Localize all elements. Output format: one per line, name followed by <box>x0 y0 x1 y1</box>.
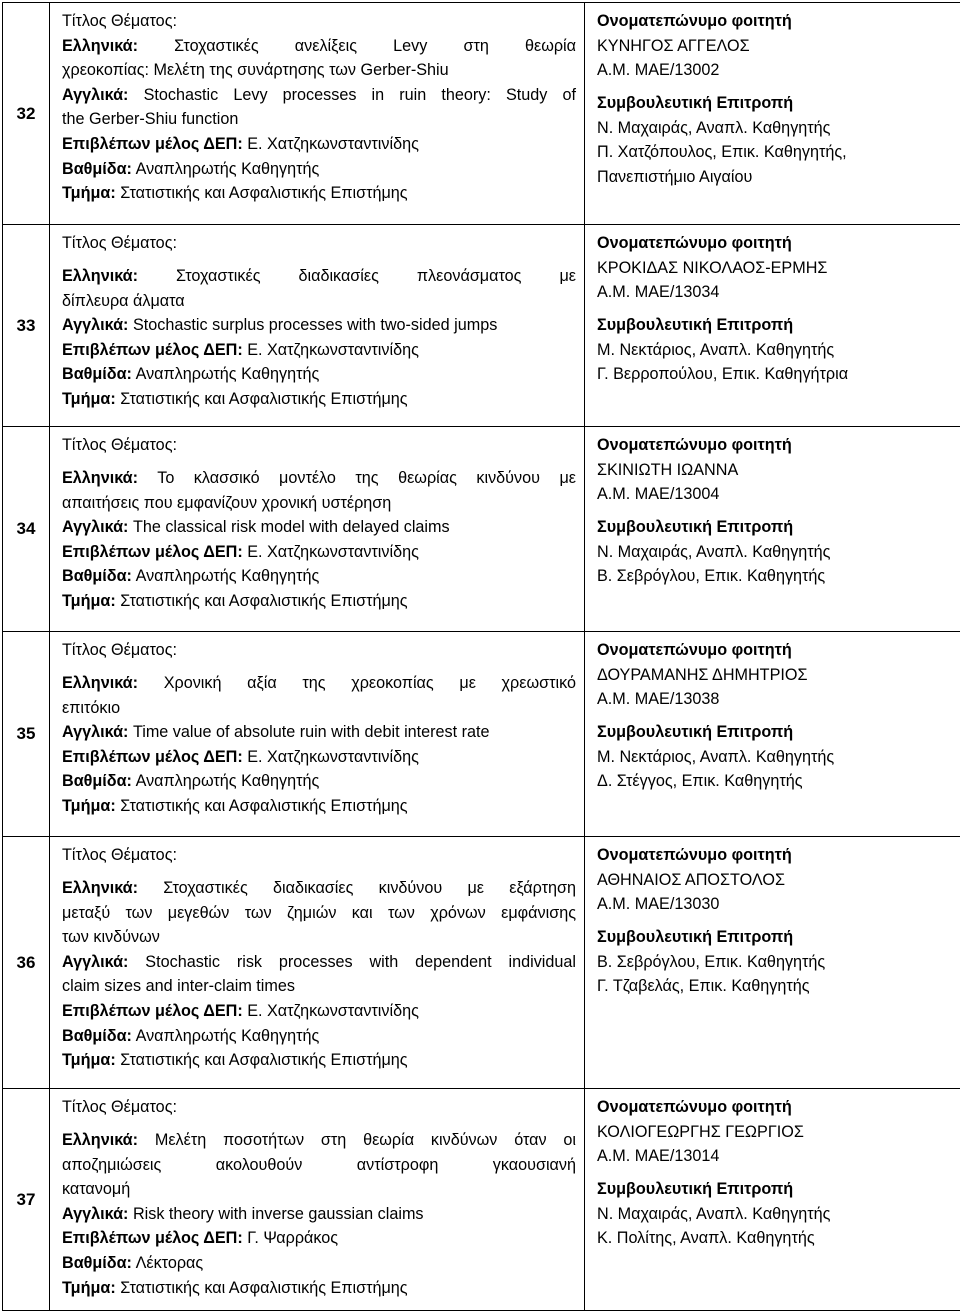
committee-label: Συμβουλευτική Επιτροπή <box>597 313 960 338</box>
department-value: Στατιστικής και Ασφαλιστικής Επιστήμης <box>120 1051 407 1069</box>
rank-value: Αναπληρωτής Καθηγητής <box>136 1027 320 1045</box>
english-title-line-1: Αγγλικά: Stochastic surplus processes with two-sided jumps <box>62 313 576 338</box>
committee-member: Πανεπιστήμιο Αιγαίου <box>597 165 960 190</box>
committee-label: Συμβουλευτική Επιτροπή <box>597 925 960 950</box>
english-label: Αγγλικά: <box>62 86 128 104</box>
english-title-line-2: claim sizes and inter-claim times <box>62 974 576 999</box>
student-name-label: Ονοματεπώνυμο φοιτητή <box>597 231 960 256</box>
greek-title-line-2: απαιτήσεις που εμφανίζουν χρονική υστέρηση <box>62 491 576 516</box>
row-number: 33 <box>3 225 50 427</box>
supervisor-line <box>62 132 576 157</box>
committee-label: Συμβουλευτική Επιτροπή <box>597 720 960 745</box>
english-title-line-1: Αγγλικά: Stochastic Levy processes in ruin theory: Study of <box>62 83 576 108</box>
greek-title-line-2: μεταξύ των μεγεθών των ζημιών και των χρόνων εμφάνισης <box>62 901 576 926</box>
rank-label: Βαθμίδα: <box>62 1027 132 1045</box>
committee-member: Ν. Μαχαιράς, Αναπλ. Καθηγητής <box>597 540 960 565</box>
supervisor-line <box>62 745 576 770</box>
english-label: Αγγλικά: <box>62 953 128 971</box>
department-label: Τμήμα: <box>62 797 116 815</box>
student-am: Α.Μ. ΜΑΕ/13038 <box>597 687 960 712</box>
topic-title-label: Τίτλος Θέματος: <box>62 9 576 34</box>
greek-title-line-1: Ελληνικά: Μελέτη ποσοτήτων στη θεωρία κινδύνων όταν οι <box>62 1128 576 1153</box>
english-title-line-1: Αγγλικά: Time value of absolute ruin with debit interest rate <box>62 720 576 745</box>
greek-label: Ελληνικά: <box>62 469 138 487</box>
thesis-row <box>3 1089 960 1311</box>
thesis-row <box>3 3 960 225</box>
student-name-label: Ονοματεπώνυμο φοιτητή <box>597 433 960 458</box>
thesis-row <box>3 632 960 837</box>
committee-member: Δ. Στέγγος, Επικ. Καθηγητής <box>597 769 960 794</box>
committee-member: Γ. Τζαβελάς, Επικ. Καθηγητής <box>597 974 960 999</box>
topic-title-label: Τίτλος Θέματος: <box>62 638 576 663</box>
supervisor-name: Ε. Χατζηκωνσταντινίδης <box>247 341 419 359</box>
supervisor-name: Ε. Χατζηκωνσταντινίδης <box>247 543 419 561</box>
committee-label: Συμβουλευτική Επιτροπή <box>597 515 960 540</box>
department-label: Τμήμα: <box>62 390 116 408</box>
rank-line <box>62 1024 576 1049</box>
greek-label: Ελληνικά: <box>62 37 138 55</box>
supervisor-name: Ε. Χατζηκωνσταντινίδης <box>247 1002 419 1020</box>
student-name: ΚΟΛΙΟΓΕΩΡΓΗΣ ΓΕΩΡΓΙΟΣ <box>597 1120 960 1145</box>
rank-line <box>62 362 576 387</box>
student-cell <box>585 632 960 837</box>
greek-title-line-1: Ελληνικά: Στοχαστικές διαδικασίες πλεονάσματος με <box>62 264 576 289</box>
department-line <box>62 181 576 206</box>
rank-label: Βαθμίδα: <box>62 1254 132 1272</box>
greek-title-line-1: Ελληνικά: Το κλασσικό μοντέλο της θεωρίας κινδύνου με <box>62 466 576 491</box>
rank-value: Αναπληρωτής Καθηγητής <box>136 567 320 585</box>
department-label: Τμήμα: <box>62 1051 116 1069</box>
committee-member: Ν. Μαχαιράς, Αναπλ. Καθηγητής <box>597 1202 960 1227</box>
supervisor-line <box>62 540 576 565</box>
committee-member: Π. Χατζόπουλος, Επικ. Καθηγητής, <box>597 140 960 165</box>
student-am: Α.Μ. ΜΑΕ/13034 <box>597 280 960 305</box>
student-name: ΣΚΙΝΙΩΤΗ ΙΩΑΝΝΑ <box>597 458 960 483</box>
rank-value: Αναπληρωτής Καθηγητής <box>136 365 320 383</box>
supervisor-line <box>62 1226 576 1251</box>
rank-value: Λέκτορας <box>136 1254 204 1272</box>
supervisor-name: Ε. Χατζηκωνσταντινίδης <box>247 748 419 766</box>
rank-label: Βαθμίδα: <box>62 772 132 790</box>
student-name: ΑΘΗΝΑΙΟΣ ΑΠΟΣΤΟΛΟΣ <box>597 868 960 893</box>
row-number: 32 <box>3 3 50 225</box>
student-cell <box>585 1089 960 1311</box>
student-name-label: Ονοματεπώνυμο φοιτητή <box>597 1095 960 1120</box>
topic-title-label: Τίτλος Θέματος: <box>62 231 576 256</box>
student-am: Α.Μ. ΜΑΕ/13004 <box>597 482 960 507</box>
english-title-line-1: Αγγλικά: Stochastic risk processes with dependent individual <box>62 950 576 975</box>
department-value: Στατιστικής και Ασφαλιστικής Επιστήμης <box>120 797 407 815</box>
committee-label: Συμβουλευτική Επιτροπή <box>597 1177 960 1202</box>
department-label: Τμήμα: <box>62 184 116 202</box>
greek-title-line-2: δίπλευρα άλματα <box>62 289 576 314</box>
rank-label: Βαθμίδα: <box>62 365 132 383</box>
supervisor-name: Ε. Χατζηκωνσταντινίδης <box>247 135 419 153</box>
student-cell <box>585 3 960 225</box>
committee-member: Γ. Βερροπούλου, Επικ. Καθηγήτρια <box>597 362 960 387</box>
committee-member: Β. Σεβρόγλου, Επικ. Καθηγητής <box>597 564 960 589</box>
topic-cell <box>50 225 585 427</box>
greek-title-line-1: Ελληνικά: Στοχαστικές διαδικασίες κινδύνου με εξάρτηση <box>62 876 576 901</box>
topic-title-label: Τίτλος Θέματος: <box>62 843 576 868</box>
greek-title-line-2: χρεοκοπίας: Μελέτη της συνάρτησης των Gerber-Shiu <box>62 58 576 83</box>
student-name-label: Ονοματεπώνυμο φοιτητή <box>597 843 960 868</box>
supervisor-name: Γ. Ψαρράκος <box>247 1229 338 1247</box>
supervisor-line <box>62 999 576 1024</box>
committee-member: Μ. Νεκτάριος, Αναπλ. Καθηγητής <box>597 745 960 770</box>
rank-value: Αναπληρωτής Καθηγητής <box>136 160 320 178</box>
greek-title-line-2: αποζημιώσεις ακολουθούν αντίστροφη γκαουσιανή <box>62 1153 576 1178</box>
greek-title-line-3: των κινδύνων <box>62 925 576 950</box>
greek-title-line-2: επιτόκιο <box>62 696 576 721</box>
topic-cell <box>50 632 585 837</box>
committee-member: Μ. Νεκτάριος, Αναπλ. Καθηγητής <box>597 338 960 363</box>
student-cell <box>585 427 960 632</box>
department-line <box>62 1048 576 1073</box>
rank-line <box>62 769 576 794</box>
rank-value: Αναπληρωτής Καθηγητής <box>136 772 320 790</box>
greek-title-line-3: κατανομή <box>62 1177 576 1202</box>
supervisor-label: Επιβλέπων μέλος ΔΕΠ: <box>62 748 243 766</box>
supervisor-line <box>62 338 576 363</box>
student-cell <box>585 225 960 427</box>
theses-table <box>2 2 960 1311</box>
student-am: Α.Μ. ΜΑΕ/13002 <box>597 58 960 83</box>
committee-member: Β. Σεβρόγλου, Επικ. Καθηγητής <box>597 950 960 975</box>
greek-label: Ελληνικά: <box>62 267 138 285</box>
thesis-row <box>3 837 960 1089</box>
student-name-label: Ονοματεπώνυμο φοιτητή <box>597 638 960 663</box>
greek-label: Ελληνικά: <box>62 1131 138 1149</box>
thesis-row <box>3 427 960 632</box>
department-value: Στατιστικής και Ασφαλιστικής Επιστήμης <box>120 184 407 202</box>
row-number: 35 <box>3 632 50 837</box>
english-label: Αγγλικά: <box>62 1205 128 1223</box>
student-name: ΚΡΟΚΙΔΑΣ ΝΙΚΟΛΑΟΣ-ΕΡΜΗΣ <box>597 256 960 281</box>
committee-label: Συμβουλευτική Επιτροπή <box>597 91 960 116</box>
committee-member: Κ. Πολίτης, Αναπλ. Καθηγητής <box>597 1226 960 1251</box>
greek-label: Ελληνικά: <box>62 879 138 897</box>
student-cell <box>585 837 960 1089</box>
topic-cell <box>50 3 585 225</box>
topic-cell <box>50 1089 585 1311</box>
student-am: Α.Μ. ΜΑΕ/13014 <box>597 1144 960 1169</box>
department-line <box>62 387 576 412</box>
department-line <box>62 794 576 819</box>
greek-label: Ελληνικά: <box>62 674 138 692</box>
english-title-line-1: Αγγλικά: The classical risk model with delayed claims <box>62 515 576 540</box>
supervisor-label: Επιβλέπων μέλος ΔΕΠ: <box>62 1002 243 1020</box>
greek-title-line-1: Ελληνικά: Χρονική αξία της χρεοκοπίας με χρεωστικό <box>62 671 576 696</box>
theses-table-body <box>3 3 960 1311</box>
student-name: ΚΥΝΗΓΟΣ ΑΓΓΕΛΟΣ <box>597 34 960 59</box>
student-name: ΔΟΥΡΑΜΑΝΗΣ ΔΗΜΗΤΡΙΟΣ <box>597 663 960 688</box>
supervisor-label: Επιβλέπων μέλος ΔΕΠ: <box>62 543 243 561</box>
thesis-row <box>3 225 960 427</box>
row-number: 34 <box>3 427 50 632</box>
committee-member: Ν. Μαχαιράς, Αναπλ. Καθηγητής <box>597 116 960 141</box>
topic-title-label: Τίτλος Θέματος: <box>62 433 576 458</box>
department-line <box>62 589 576 614</box>
rank-line <box>62 1251 576 1276</box>
english-label: Αγγλικά: <box>62 723 128 741</box>
english-title-line-2: the Gerber-Shiu function <box>62 107 576 132</box>
row-number: 36 <box>3 837 50 1089</box>
greek-title-line-1: Ελληνικά: Στοχαστικές ανελίξεις Levy στη θεωρία <box>62 34 576 59</box>
department-value: Στατιστικής και Ασφαλιστικής Επιστήμης <box>120 390 407 408</box>
english-label: Αγγλικά: <box>62 316 128 334</box>
student-name-label: Ονοματεπώνυμο φοιτητή <box>597 9 960 34</box>
english-label: Αγγλικά: <box>62 518 128 536</box>
rank-line <box>62 564 576 589</box>
supervisor-label: Επιβλέπων μέλος ΔΕΠ: <box>62 1229 243 1247</box>
row-number: 37 <box>3 1089 50 1311</box>
department-label: Τμήμα: <box>62 592 116 610</box>
rank-line <box>62 157 576 182</box>
rank-label: Βαθμίδα: <box>62 160 132 178</box>
department-value: Στατιστικής και Ασφαλιστικής Επιστήμης <box>120 592 407 610</box>
english-title-line-1: Αγγλικά: Risk theory with inverse gaussian claims <box>62 1202 576 1227</box>
topic-title-label: Τίτλος Θέματος: <box>62 1095 576 1120</box>
supervisor-label: Επιβλέπων μέλος ΔΕΠ: <box>62 341 243 359</box>
student-am: Α.Μ. ΜΑΕ/13030 <box>597 892 960 917</box>
department-label: Τμήμα: <box>62 1279 116 1297</box>
supervisor-label: Επιβλέπων μέλος ΔΕΠ: <box>62 135 243 153</box>
rank-label: Βαθμίδα: <box>62 567 132 585</box>
topic-cell <box>50 427 585 632</box>
department-value: Στατιστικής και Ασφαλιστικής Επιστήμης <box>120 1279 407 1297</box>
topic-cell <box>50 837 585 1089</box>
